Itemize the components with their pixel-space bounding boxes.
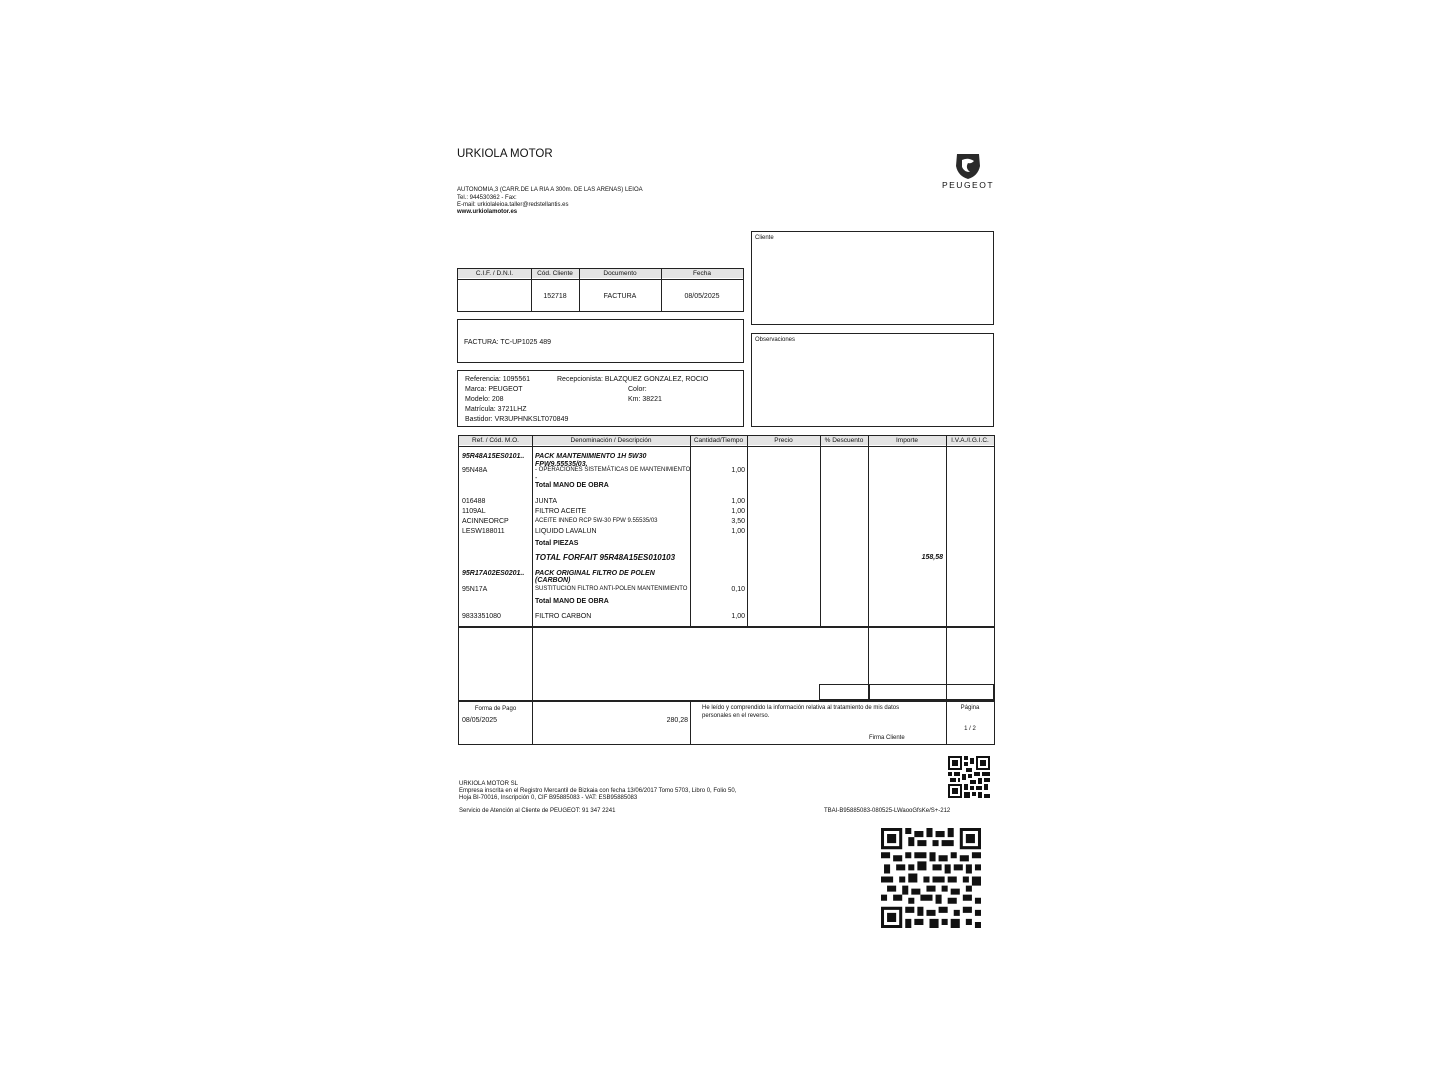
vehicle-color: Color:: [628, 386, 647, 393]
client-box: [751, 231, 994, 325]
brand-name: PEUGEOT: [941, 180, 995, 190]
row-ref: LESW188011: [462, 528, 505, 535]
row-ref: 95R17A02ES0201..: [462, 570, 525, 577]
vehicle-referencia: Referencia: 1095561: [465, 376, 530, 383]
totals-box-1: [819, 684, 870, 700]
col-header-price: Precio: [747, 436, 820, 445]
doc-value-date: 08/05/2025: [684, 293, 720, 300]
row-quantity: 1,00: [731, 528, 745, 535]
company-email: E-mail: urkiolaleioa.taller@redstellantis.es: [457, 202, 569, 208]
row-amount: 158,58: [921, 554, 943, 561]
vehicle-info-box: [457, 370, 744, 427]
payment-date: 08/05/2025: [462, 717, 498, 724]
observations-box: [751, 333, 994, 427]
row-description: Total PIEZAS: [535, 540, 579, 547]
vehicle-recepcionista: Recepcionista: BLAZQUEZ GONZALEZ, ROCIO: [557, 376, 709, 383]
invoice-number-box: [457, 319, 744, 363]
row-ref: ACINNEORCP: [462, 518, 509, 525]
row-description: (CARBON): [535, 577, 571, 584]
row-ref: 9833351080: [462, 613, 501, 620]
peugeot-logo: [938, 152, 998, 192]
row-description: -: [535, 475, 538, 482]
row-description: - OPERACIONES SISTEMÁTICAS DE MANTENIMIENTO: [535, 467, 691, 473]
footer-company: URKIOLA MOTOR SL: [459, 781, 518, 787]
row-description: JUNTA: [535, 498, 558, 505]
col-header-vat: I.V.A./I.G.I.C.: [946, 436, 994, 445]
doc-header-document: Documento: [579, 269, 661, 278]
doc-header-date: Fecha: [661, 269, 743, 278]
row-ref: 1109AL: [462, 508, 486, 515]
row-quantity: 0,10: [731, 586, 745, 593]
footer-registry-1: Empresa inscrita en el Registro Mercantil de Bizkaia con fecha 13/06/2017 Tomo 5703, Libro 0, Folio 50,: [459, 788, 737, 794]
vehicle-km: Km: 38221: [628, 396, 662, 403]
small-qr-code: [948, 756, 990, 798]
row-description: FILTRO ACEITE: [535, 508, 587, 515]
row-ref: 016488: [462, 498, 486, 505]
payment-amount: 280,28: [666, 717, 688, 724]
doc-header-cif: C.I.F. / D.N.I.: [458, 269, 531, 278]
row-description: ACEITE INNEO RCP 5W-30 FPW 9.55535/03: [535, 518, 658, 524]
row-description: PACK ORIGINAL FILTRO DE POLEN: [535, 570, 655, 577]
vehicle-bastidor: Bastidor: VR3UPHNKSLT070849: [465, 416, 569, 423]
col-header-description: Denominación / Descripción: [532, 436, 690, 445]
row-quantity: 1,00: [731, 508, 745, 515]
peugeot-lion-icon: [938, 152, 998, 180]
footer-registry-2: Hoja BI-70016, Inscripción 0, CIF B95885083 - VAT: ESB95885083: [459, 795, 638, 801]
row-ref: 95R48A15ES0101..: [462, 453, 525, 460]
tbai-code: TBAI-B95885083-080525-LWaooGfsKe/S+-212: [824, 808, 951, 814]
doc-header-client-code: Cód. Cliente: [531, 269, 579, 278]
col-header-discount: % Descuento: [820, 436, 868, 445]
col-header-quantity: Cantidad/Tiempo: [690, 436, 747, 445]
row-description: TOTAL FORFAIT 95R48A15ES010103: [535, 553, 676, 562]
invoice-number: FACTURA: TC-UP1025 489: [464, 339, 552, 346]
totals-box-2: [869, 684, 947, 700]
row-description: Total MANO DE OBRA: [535, 598, 609, 605]
col-header-amount: Importe: [868, 436, 946, 445]
row-ref: 95N17A: [462, 586, 488, 593]
vehicle-marca: Marca: PEUGEOT: [465, 386, 523, 393]
payment-label: Forma de Pago: [474, 706, 517, 712]
client-label: Cliente: [755, 235, 774, 241]
row-ref: 95N48A: [462, 467, 488, 474]
consent-text-1: He leído y comprendido la información relativa al tratamiento de mis datos: [702, 705, 900, 711]
col-header-ref: Ref. / Cód. M.O.: [459, 436, 532, 445]
tbai-qr-code: [881, 828, 981, 928]
row-description: PACK MANTENIMIENTO 1H 5W30: [535, 453, 647, 460]
row-description: LIQUIDO LAVALUN: [535, 528, 597, 535]
row-quantity: 3,50: [731, 518, 745, 525]
totals-box-3: [946, 684, 994, 700]
row-quantity: 1,00: [731, 613, 745, 620]
page-value: 1 / 2: [964, 726, 976, 732]
page-label: Página: [960, 705, 980, 711]
footer-service: Servicio de Atención al Cliente de PEUGEOT: 91 347 2241: [459, 808, 616, 814]
row-quantity: 1,00: [731, 498, 745, 505]
company-name: URKIOLA MOTOR: [457, 148, 553, 160]
row-quantity: 1,00: [731, 467, 745, 474]
company-phone: Tel.: 944530362 - Fax:: [457, 195, 517, 201]
doc-value-document: FACTURA: [603, 293, 637, 300]
observations-label: Observaciones: [755, 337, 796, 343]
company-web: www.urkiolamotor.es: [457, 209, 518, 215]
signature-label: Firma Cliente: [869, 735, 905, 741]
vehicle-modelo: Modelo: 208: [465, 396, 504, 403]
payment-section: [458, 700, 995, 745]
row-description: Total MANO DE OBRA: [535, 482, 609, 489]
doc-info-table: [457, 268, 744, 312]
vehicle-matricula: Matrícula: 3721LHZ: [465, 406, 527, 413]
row-description: FILTRO CARBON: [535, 613, 592, 620]
consent-text-2: personales en el reverso.: [702, 713, 770, 719]
items-table: [458, 435, 995, 627]
doc-value-client-code: 152718: [543, 293, 567, 300]
company-address: AUTONOMIA,3 (CARR.DE LA RIA A 300m. DE LAS ARENAS) LEIOA: [457, 187, 643, 193]
row-description: FPW9.55535/03.: [535, 461, 588, 468]
row-description: SUSTITUCION FILTRO ANTI-POLEN MANTENIMIENTO: [535, 586, 688, 592]
